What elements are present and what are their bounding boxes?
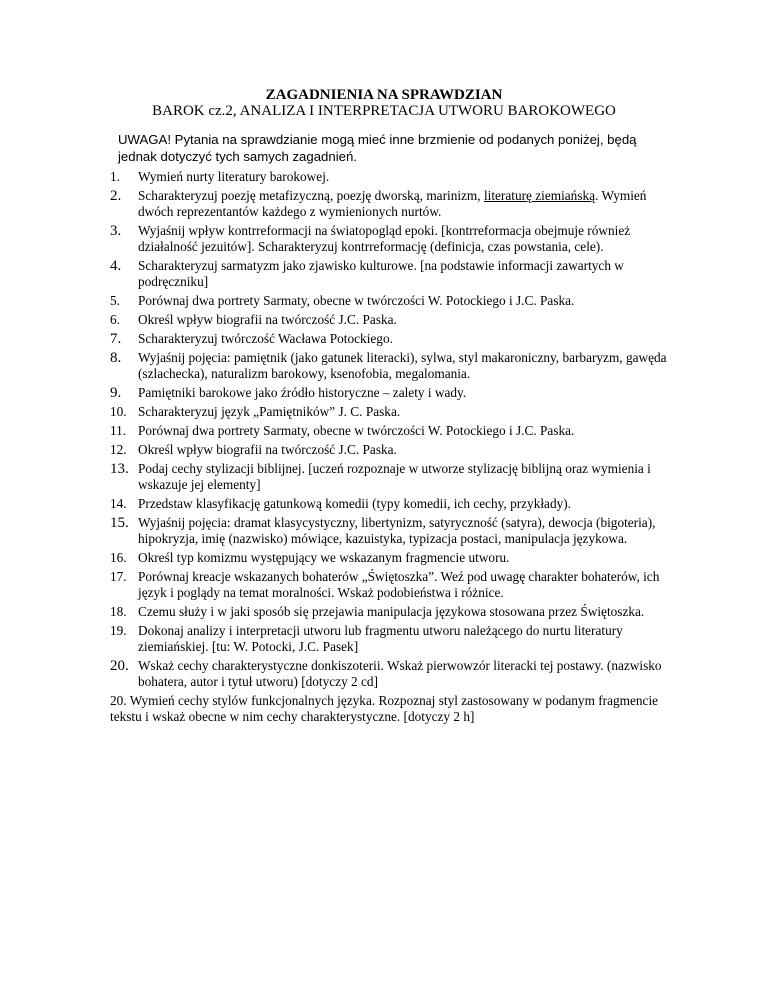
list-item bbox=[110, 658, 680, 690]
list-item bbox=[110, 258, 680, 290]
item-text: Pamiętniki barokowe jako źródło historyczne – zalety i wady. bbox=[138, 385, 467, 400]
questions-list bbox=[110, 169, 680, 725]
item-number: 1. bbox=[110, 169, 120, 184]
item-number: 16. bbox=[110, 550, 127, 565]
item-number: 17. bbox=[110, 569, 127, 584]
item-number: 2. bbox=[110, 188, 122, 204]
list-item bbox=[110, 423, 680, 439]
item-number: 12. bbox=[110, 442, 127, 457]
item-text: Dokonaj analizy i interpretacji utworu lub fragmentu utworu należącego do nurtu literatury ziemiańskiej. [tu: W. Potocki, J.C. Pasek] bbox=[138, 623, 623, 654]
final-paragraph: 20. Wymień cechy stylów funkcjonalnych języka. Rozpoznaj styl zastosowany w podanym fragmencie tekstu i wskaż obecne w nim cechy charakterystyczne. [dotyczy 2 h] bbox=[110, 693, 659, 724]
item-text: Porównaj dwa portrety Sarmaty, obecne w twórczości W. Potockiego i J.C. Paska. bbox=[138, 293, 575, 308]
item-text: Określ typ komizmu występujący we wskazanym fragmencie utworu. bbox=[138, 550, 510, 565]
item-text: Określ wpływ biografii na twórczość J.C. Paska. bbox=[138, 312, 397, 327]
item-text: Wyjaśnij pojęcia: pamiętnik (jako gatunek literacki), sylwa, styl makaroniczny, barbaryzm, gawęda (szlachecka), naturalizm barokowy, ksenofobia, megalomania. bbox=[138, 350, 667, 381]
list-item bbox=[110, 169, 680, 185]
warning-note: UWAGA! Pytania na sprawdzianie mogą mieć inne brzmienie od podanych poniżej, będą jednak dotyczyć tych samych zagadnień. bbox=[118, 132, 637, 164]
list-item bbox=[110, 515, 680, 547]
item-text: Przedstaw klasyfikację gatunkową komedii (typy komedii, ich cechy, przykłady). bbox=[138, 496, 571, 511]
item-text: Podaj cechy stylizacji biblijnej. [uczeń rozpoznaje w utworze stylizację biblijną oraz wymienia i wskazuje jej elementy] bbox=[138, 461, 651, 492]
item-text: Wskaż cechy charakterystyczne donkiszoterii. Wskaż pierwowzór literacki tej postawy. (nazwisko bohatera, autor i tytuł utworu) [dotyczy 2 cd] bbox=[138, 658, 662, 689]
list-item bbox=[110, 293, 680, 309]
list-item bbox=[110, 188, 680, 220]
item-number: 11. bbox=[110, 423, 127, 438]
list-item bbox=[110, 312, 680, 328]
item-number: 15. bbox=[110, 515, 129, 531]
list-item bbox=[110, 331, 680, 347]
item-number: 4. bbox=[110, 258, 122, 274]
item-text-part: . Wymień dwóch reprezentantów każdego z wymienionych nurtów. bbox=[138, 188, 647, 219]
page-subtitle: BAROK cz.2, ANALIZA I INTERPRETACJA UTWORU BAROKOWEGO bbox=[152, 103, 616, 119]
underlined-text: literaturę ziemiańską bbox=[483, 188, 596, 203]
item-number: 6. bbox=[110, 312, 120, 327]
item-text: Porównaj dwa portrety Sarmaty, obecne w twórczości W. Potockiego i J.C. Paska. bbox=[138, 423, 575, 438]
list-item bbox=[110, 385, 680, 401]
item-number: 19. bbox=[110, 623, 127, 638]
item-text: Porównaj kreacje wskazanych bohaterów „Świętoszka”. Weź pod uwagę charakter bohaterów, ich język i poglądy na temat moralności. Wskaż podobieństwa i różnice. bbox=[138, 569, 660, 600]
list-item bbox=[110, 404, 680, 420]
item-text: Wymień nurty literatury barokowej. bbox=[138, 169, 330, 184]
item-number: 13. bbox=[110, 461, 129, 477]
page-title: ZAGADNIENIA NA SPRAWDZIAN bbox=[265, 87, 503, 103]
item-number: 10. bbox=[110, 404, 127, 419]
list-item bbox=[110, 223, 680, 255]
item-number: 3. bbox=[110, 223, 122, 239]
item-text bbox=[138, 188, 680, 220]
list-item bbox=[110, 604, 680, 620]
item-number: 18. bbox=[110, 604, 127, 619]
item-number: 8. bbox=[110, 350, 122, 366]
list-item bbox=[110, 350, 680, 382]
item-number: 14. bbox=[110, 496, 127, 511]
list-item bbox=[110, 569, 680, 601]
item-text: Określ wpływ biografii na twórczość J.C. Paska. bbox=[138, 442, 397, 457]
item-text-part: Scharakteryzuj poezję metafizyczną, poezję dworską, marinizm, bbox=[138, 188, 484, 203]
item-text: Scharakteryzuj sarmatyzm jako zjawisko kulturowe. [na podstawie informacji zawartych w podręczniku] bbox=[138, 258, 624, 289]
item-text: Czemu służy i w jaki sposób się przejawia manipulacja językowa stosowana przez Świętoszka. bbox=[138, 604, 645, 619]
list-item bbox=[110, 550, 680, 566]
item-number: 7. bbox=[110, 331, 122, 347]
item-number: 5. bbox=[110, 293, 120, 308]
list-item bbox=[110, 623, 680, 655]
item-text: Wyjaśnij pojęcia: dramat klasycystyczny, libertynizm, satyryczność (satyra), dewocja (bigoteria), hipokryzja, imię (nazwisko) mówiące, kazuistyka, typizacja postaci, manipulacja językowa. bbox=[138, 515, 656, 546]
item-text: Scharakteryzuj język „Pamiętników” J. C. Paska. bbox=[138, 404, 401, 419]
list-item bbox=[110, 442, 680, 458]
item-text: Scharakteryzuj twórczość Wacława Potockiego. bbox=[138, 331, 393, 346]
item-text: Wyjaśnij wpływ kontrreformacji na światopogląd epoki. [kontrreformacja obejmuje również działalność jezuitów]. Scharakteryzuj kontrreformację (definicja, czas powstania, cele). bbox=[138, 223, 631, 254]
list-item bbox=[110, 461, 680, 493]
item-number: 9. bbox=[110, 385, 122, 401]
list-item bbox=[110, 496, 680, 512]
item-number: 20. bbox=[110, 658, 129, 674]
